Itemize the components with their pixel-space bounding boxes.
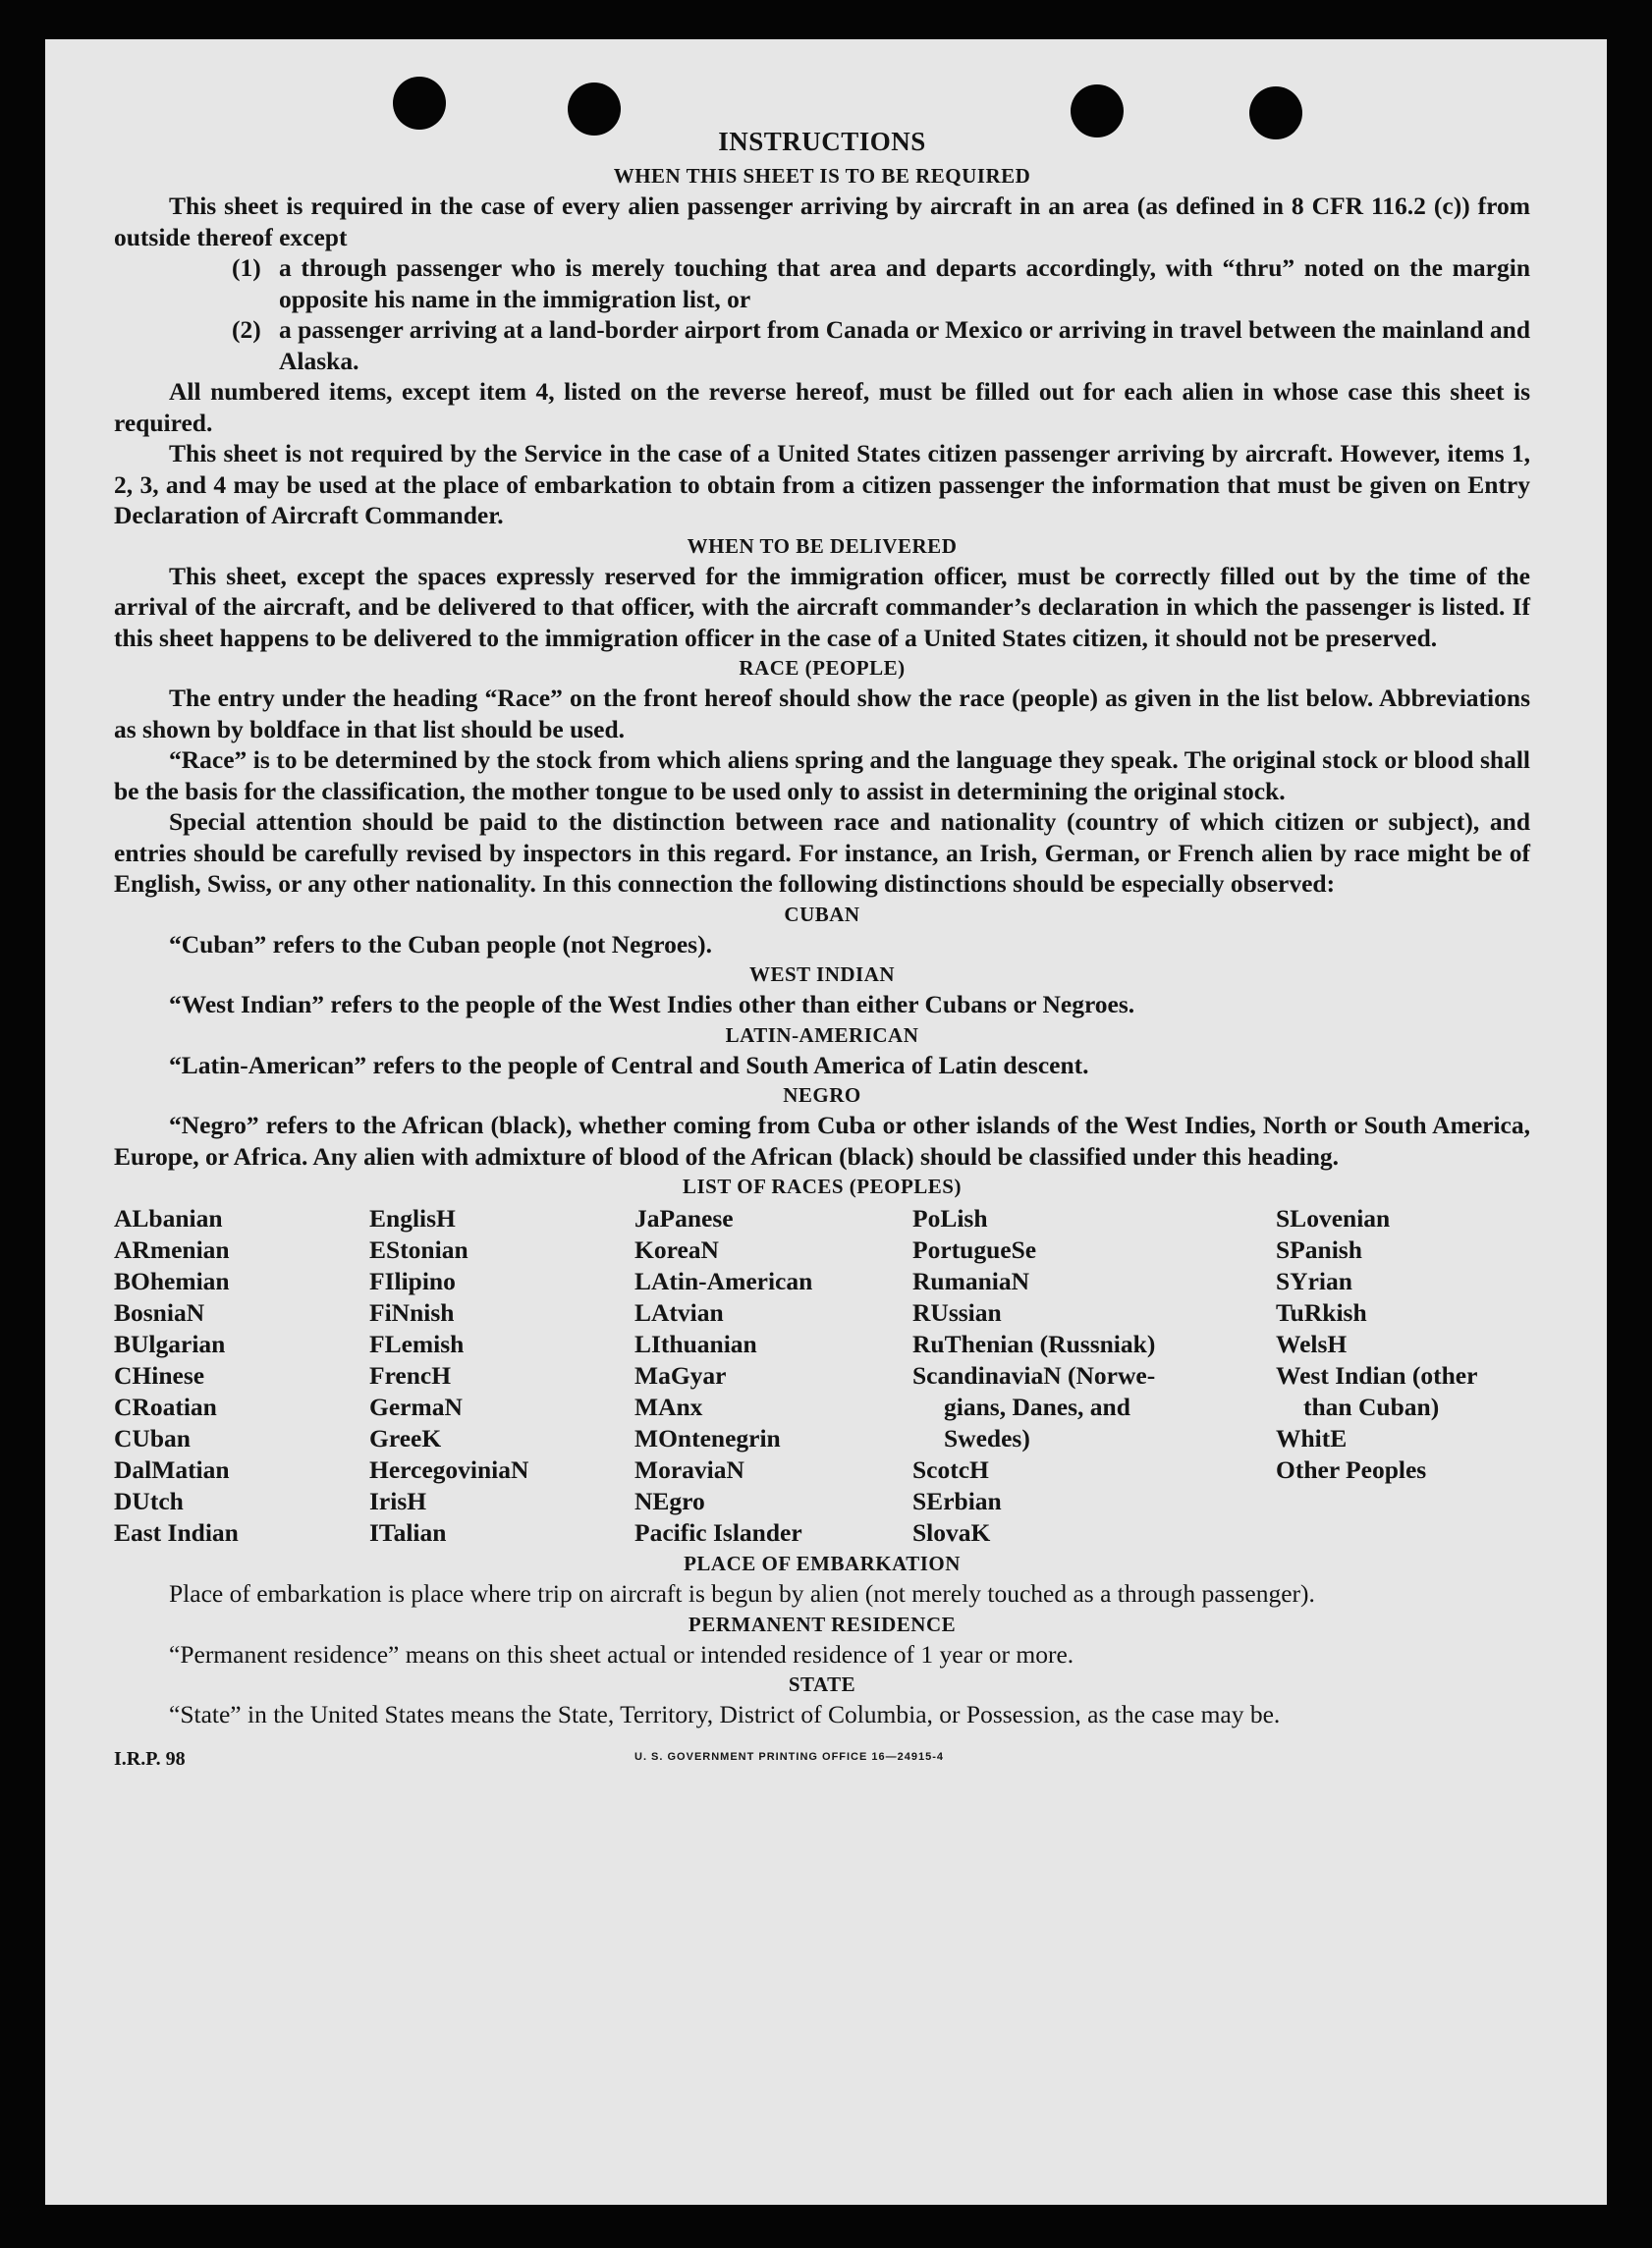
race-item: SPanish	[1276, 1235, 1362, 1264]
race-item: SLovenian	[1276, 1204, 1391, 1233]
paragraph: The entry under the heading “Race” on the front hereof should show the race (people) as given in the list below. Abbreviations as shown by boldface in that list should be used.	[114, 684, 1530, 743]
race-item: WelsH	[1276, 1330, 1348, 1358]
race-item: FrencH	[369, 1361, 452, 1390]
paragraph: This sheet is required in the case of every alien passenger arriving by aircraft in an area (as defined in 8 CFR 116.2 (c)) from outside thereof except	[114, 192, 1530, 251]
race-item: PoLish	[912, 1204, 988, 1233]
paragraph: “West Indian” refers to the people of the West Indies other than either Cubans or Negroes.	[169, 990, 1135, 1018]
paragraph: “Latin-American” refers to the people of Central and South America of Latin descent.	[169, 1050, 1089, 1079]
race-item: CHinese	[114, 1361, 205, 1390]
section-heading: PLACE OF EMBARKATION	[684, 1552, 961, 1575]
section-heading: STATE	[788, 1672, 856, 1696]
race-item: SYrian	[1276, 1267, 1352, 1295]
race-item: MoraviaN	[634, 1455, 744, 1484]
section-heading: RACE (PEOPLE)	[739, 656, 906, 680]
race-item: GreeK	[369, 1424, 442, 1453]
paragraph: “State” in the United States means the State, Territory, District of Columbia, or Possession, as the case may be.	[169, 1700, 1281, 1728]
paragraph: “Cuban” refers to the Cuban people (not Negroes).	[169, 929, 712, 959]
race-item: BUlgarian	[114, 1330, 226, 1358]
list-item	[114, 252, 1530, 314]
race-item: CRoatian	[114, 1393, 217, 1421]
form-number: I.R.P. 98	[114, 1747, 186, 1770]
race-item: SlovaK	[912, 1518, 991, 1547]
paragraph: “Race” is to be determined by the stock from which aliens spring and the language they speak. The original stock or blood shall be the basis for the classification, the mother tongue to be used only to assist in determining the original stock.	[114, 745, 1530, 805]
race-item: GermaN	[369, 1393, 463, 1421]
race-item: RumaniaN	[912, 1267, 1030, 1295]
race-item: NEgro	[634, 1487, 705, 1515]
race-item: EStonian	[369, 1235, 468, 1264]
race-item: ITalian	[369, 1518, 447, 1547]
race-item: TuRkish	[1276, 1298, 1367, 1327]
race-item: ScotcH	[912, 1455, 989, 1484]
paragraph: Special attention should be paid to the distinction between race and nationality (country of which citizen or subject), and entries should be carefully revised by inspectors in this regard. For instance, an Irish, German, or French alien by race might be of English, Swiss, or any other nationality. In this connection the following distinctions should be especially observed:	[114, 807, 1530, 898]
printer-imprint: U. S. GOVERNMENT PRINTING OFFICE 16—24915-4	[634, 1750, 945, 1763]
section-heading: WEST INDIAN	[748, 962, 896, 986]
section-heading: LATIN-AMERICAN	[725, 1022, 919, 1047]
race-item: LAtin-American	[634, 1267, 813, 1295]
race-item: West Indian (other	[1276, 1361, 1478, 1390]
list-item-text: a through passenger who is merely touching that area and departs accordingly, with “thru” noted on the margin opposite his name in the immigration list, or	[279, 253, 1530, 313]
list-item-number: (1)	[232, 253, 261, 282]
race-item: HercegoviniaN	[369, 1455, 529, 1484]
race-column	[912, 1203, 1276, 1549]
footer	[114, 1736, 1530, 1776]
list-item-number: (2)	[232, 315, 261, 344]
race-item: Swedes)	[944, 1424, 1030, 1453]
race-item: East Indian	[114, 1518, 239, 1547]
race-item: WhitE	[1276, 1424, 1348, 1453]
paragraph: All numbered items, except item 4, listed on the reverse hereof, must be filled out for each alien in whose case this sheet is required.	[114, 377, 1530, 437]
race-item: FiNnish	[369, 1298, 455, 1327]
page-title: INSTRUCTIONS	[718, 127, 926, 156]
race-item: PortugueSe	[912, 1235, 1037, 1264]
race-item: RuThenian (Russniak)	[912, 1330, 1156, 1358]
race-item: SErbian	[912, 1487, 1002, 1515]
race-item: CUban	[114, 1424, 191, 1453]
race-column	[369, 1203, 634, 1549]
race-item: Other Peoples	[1276, 1455, 1427, 1484]
race-item: MOntenegrin	[634, 1424, 781, 1453]
list-item-text: a passenger arriving at a land-border airport from Canada or Mexico or arriving in travel between the mainland and Alaska.	[279, 315, 1531, 375]
race-item: BOhemian	[114, 1267, 230, 1295]
race-item: FLemish	[369, 1330, 465, 1358]
race-item: ARmenian	[114, 1235, 230, 1264]
race-item: KoreaN	[634, 1235, 719, 1264]
race-item: gians, Danes, and	[944, 1393, 1130, 1421]
race-column	[634, 1203, 912, 1549]
paragraph: “Permanent residence” means on this sheet actual or intended residence of 1 year or more.	[169, 1639, 1074, 1669]
section-heading: PERMANENT RESIDENCE	[688, 1612, 957, 1636]
paragraph: “Negro” refers to the African (black), whether coming from Cuba or other islands of the West Indies, North or South America, Europe, or Africa. Any alien with admixture of blood of the African (black) should be classified under this heading.	[114, 1111, 1530, 1171]
section-heading: LIST OF RACES (PEOPLES)	[683, 1175, 962, 1198]
race-item: JaPanese	[634, 1204, 734, 1233]
race-item: DUtch	[114, 1487, 184, 1515]
paragraph: This sheet, except the spaces expressly reserved for the immigration officer, must be correctly filled out by the time of the arrival of the aircraft, and be delivered to that officer, with the aircraft commander’s declaration in which the passenger is listed. If this sheet happens to be delivered to the immigration officer in the case of a United States citizen, it should not be preserved.	[114, 561, 1530, 652]
race-item: DalMatian	[114, 1455, 230, 1484]
race-item: Pacific Islander	[634, 1518, 802, 1547]
race-item: EnglisH	[369, 1204, 456, 1233]
race-item: LIthuanian	[634, 1330, 757, 1358]
race-item: than Cuban)	[1303, 1393, 1440, 1421]
race-column	[114, 1203, 369, 1549]
race-item: MaGyar	[634, 1361, 727, 1390]
race-item: LAtvian	[634, 1298, 724, 1327]
race-item: ALbanian	[114, 1204, 223, 1233]
instructions-content	[114, 122, 1530, 1776]
section-heading: NEGRO	[783, 1083, 861, 1107]
race-list	[114, 1203, 1530, 1549]
section-heading: WHEN THIS SHEET IS TO BE REQUIRED	[613, 164, 1031, 188]
race-item: RUssian	[912, 1298, 1002, 1327]
list-item	[114, 314, 1530, 376]
section-heading: CUBAN	[784, 902, 860, 926]
race-item: FIlipino	[369, 1267, 456, 1295]
paragraph: Place of embarkation is place where trip on aircraft is begun by alien (not merely touched as a through passenger).	[169, 1579, 1315, 1608]
race-column	[1276, 1203, 1530, 1549]
section-heading: WHEN TO BE DELIVERED	[687, 533, 958, 558]
race-item: IrisH	[369, 1487, 427, 1515]
paragraph: This sheet is not required by the Service in the case of a United States citizen passenger arriving by aircraft. However, items 1, 2, 3, and 4 may be used at the place of embarkation to obtain from a citizen passenger the information that must be given on Entry Declaration of Aircraft Commander.	[114, 439, 1530, 529]
race-item: MAnx	[634, 1393, 703, 1421]
race-item: BosniaN	[114, 1298, 205, 1327]
race-item: ScandinaviaN (Norwe-	[912, 1361, 1156, 1390]
document-page	[45, 39, 1607, 2205]
